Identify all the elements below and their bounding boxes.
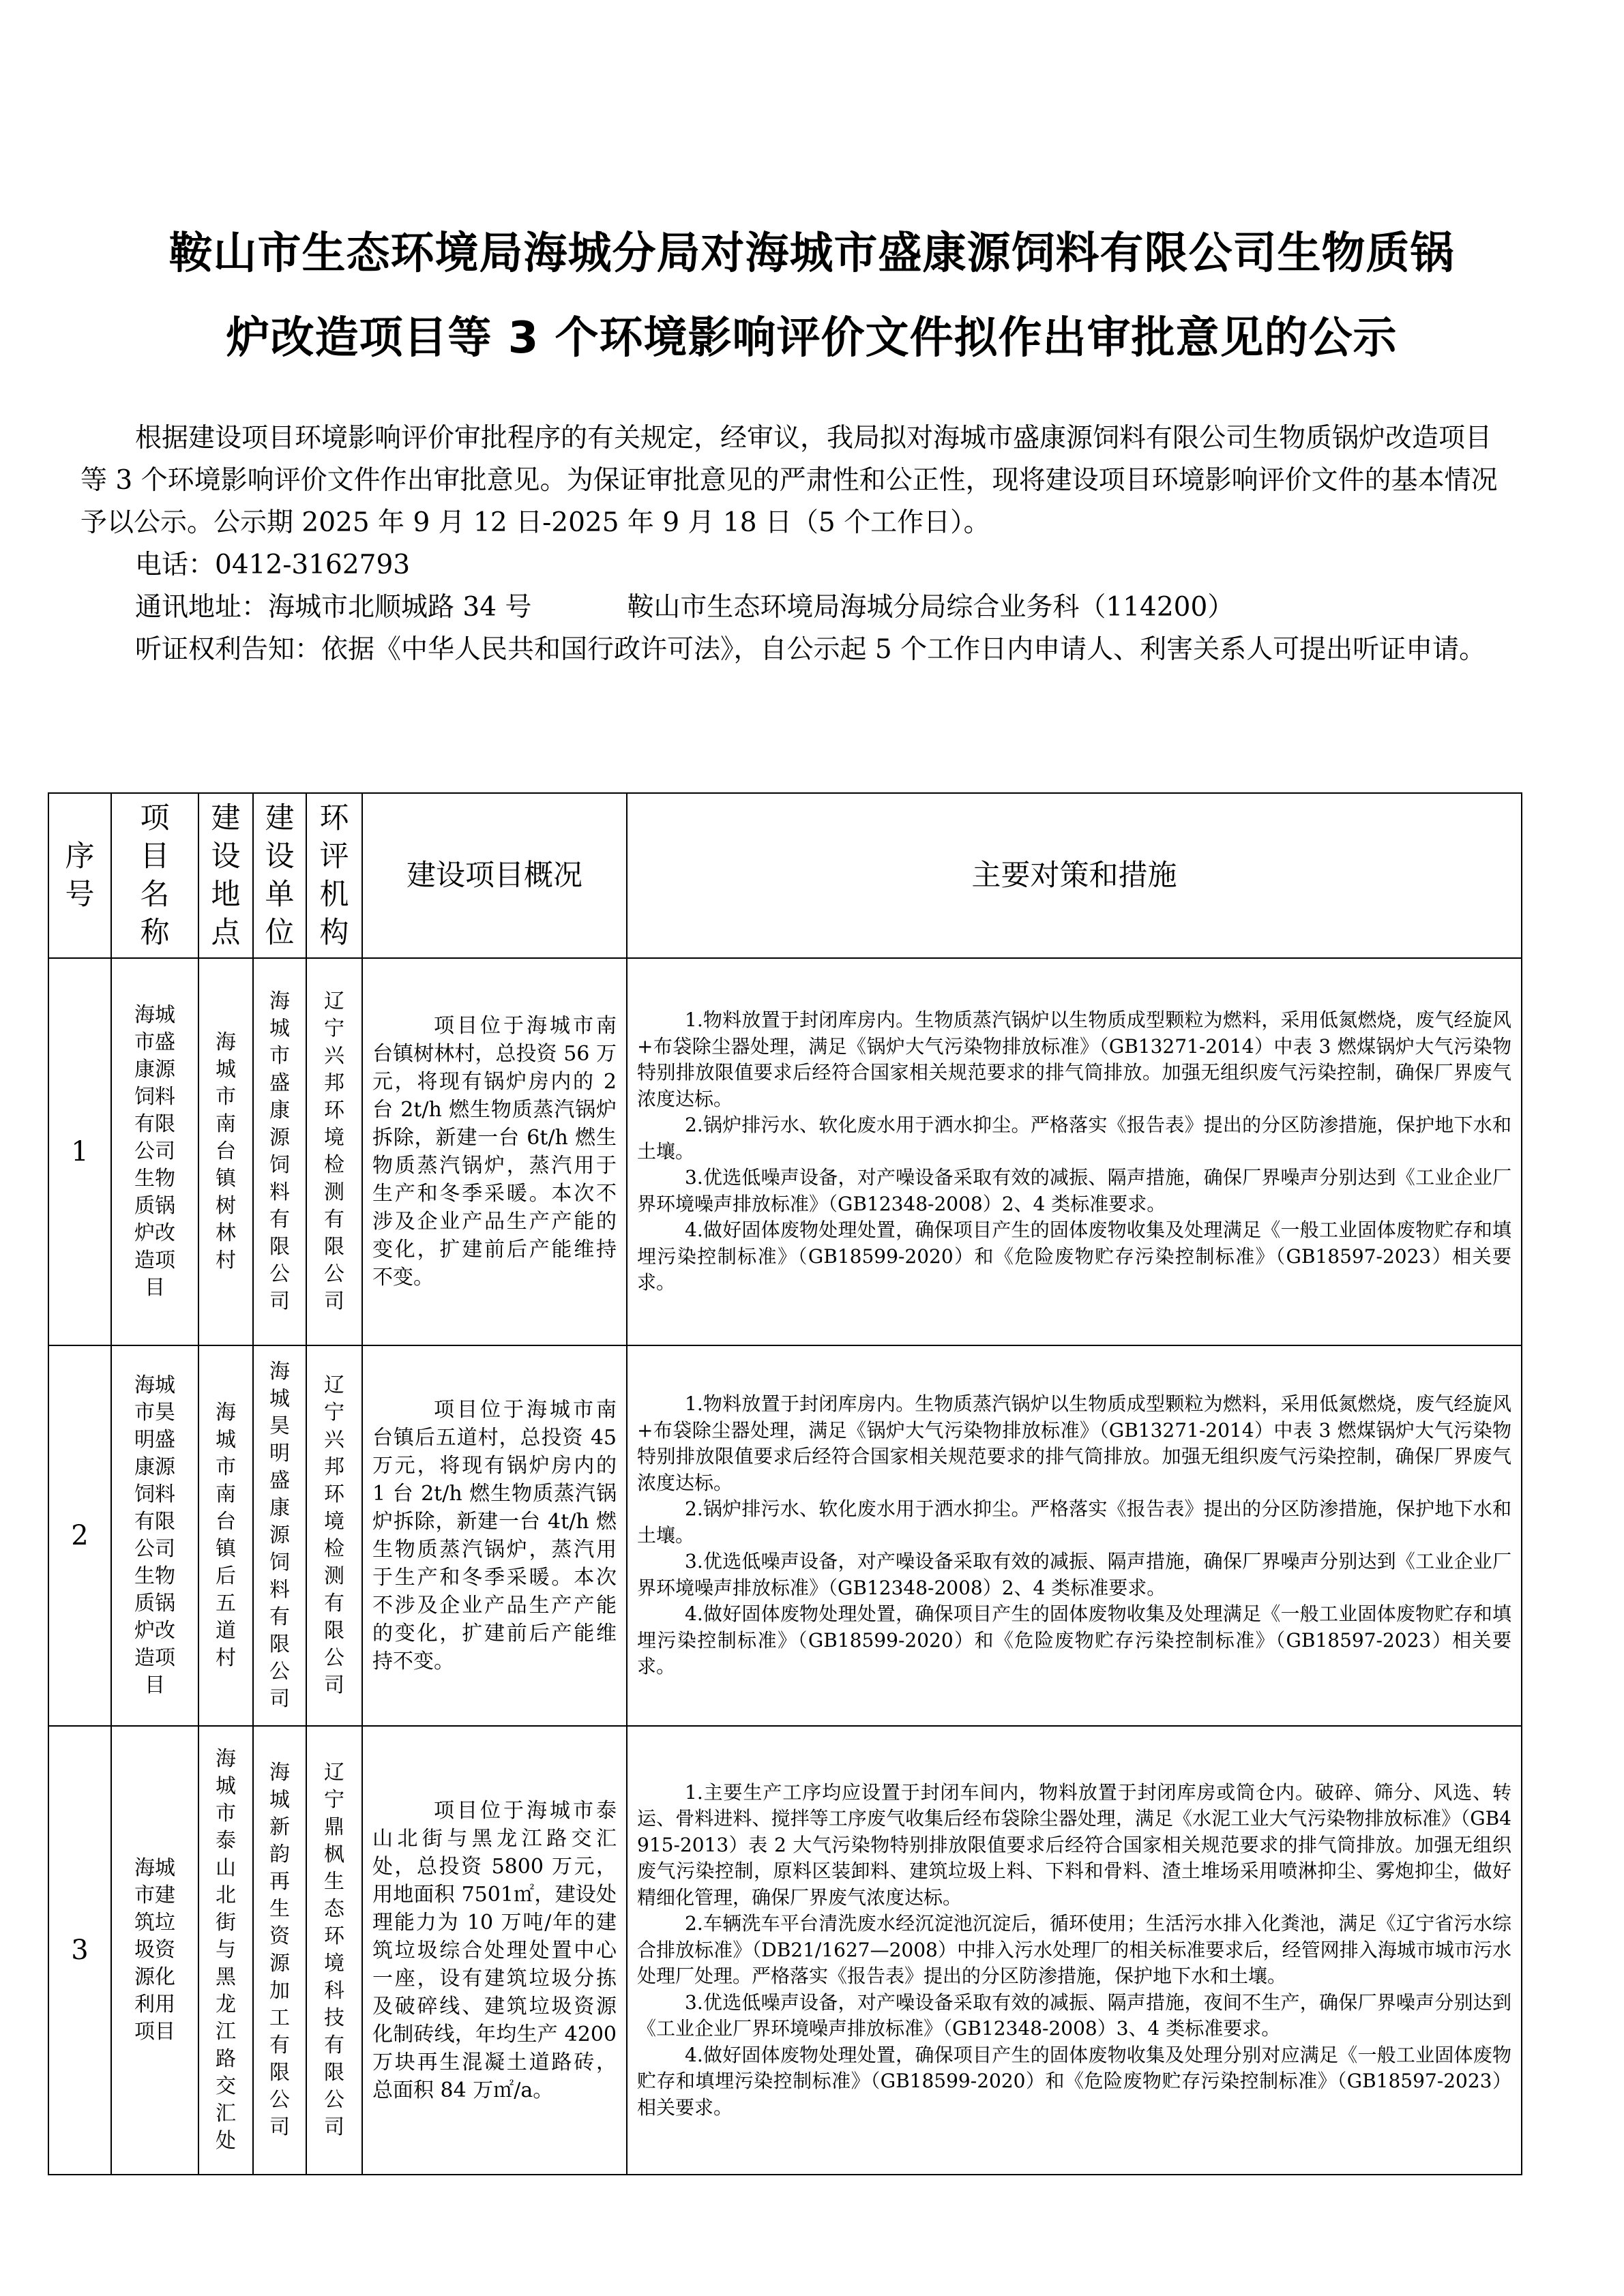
measure-item: 4.做好固体废物处理处置，确保项目产生的固体废物收集及处理满足《一般工业固体废物贮存和填埋污染控制标准》（GB18599-2020）和《危险废物贮存污染控制标准》（GB18597-2023）相关要求。 — [637, 1602, 1511, 1678]
row-location: 海城市南台镇后五道村 — [198, 1345, 253, 1726]
table-header-row — [48, 793, 1522, 958]
measure-item: 2.锅炉排污水、软化废水用于洒水抑尘。严格落实《报告表》提出的分区防渗措施，保护地下水和土壤。 — [637, 1114, 1511, 1163]
row-unit: 海城新韵再生资源加工有限公司 — [253, 1726, 306, 2175]
row-measures — [627, 958, 1522, 1345]
measure-item: 4.做好固体废物处理处置，确保项目产生的固体废物收集及处理满足《一般工业固体废物贮存和填埋污染控制标准》（GB18599-2020）和《危险废物贮存污染控制标准》（GB18597-2023）相关要求。 — [637, 1219, 1511, 1294]
row-seq: 2 — [48, 1345, 111, 1726]
row-overview: 项目位于海城市南台镇后五道村，总投资 45 万元，将现有锅炉房内的 1 台 2t/h 燃生物质蒸汽锅炉拆除，新建一台 4t/h 燃生物质蒸汽锅炉，蒸汽用于生产和冬季采暖。本次不涉及企业产品生产产能的变化，扩建前后产能维持不变。 — [362, 1345, 627, 1726]
row-seq: 1 — [48, 958, 111, 1345]
measure-item: 3.优选低噪声设备，对产噪设备采取有效的减振、隔声措施，夜间不生产，确保厂界噪声分别达到《工业企业厂界环境噪声排放标准》（GB12348-2008）3、4 类标准要求。 — [637, 1991, 1511, 2040]
measure-item: 1.物料放置于封闭库房内。生物质蒸汽锅炉以生物质成型颗粒为燃料，采用低氮燃烧，废气经旋风+布袋除尘器处理，满足《锅炉大气污染物排放标准》（GB13271-2014）中表 3 燃煤锅炉大气污染物特别排放限值要求后经符合国家相关规范要求的排气筒排放。加强无组织废气污染控制，确保厂界废气浓度达标。 — [637, 1009, 1511, 1110]
contact-address — [80, 586, 1505, 629]
header-measures: 主要对策和措施 — [627, 793, 1522, 958]
row-agency: 辽宁兴邦环境检测有限公司 — [306, 1345, 362, 1726]
measure-item: 3.优选低噪声设备，对产噪设备采取有效的减振、隔声措施，确保厂界噪声分别达到《工业企业厂界环境噪声排放标准》（GB12348-2008）2、4 类标准要求。 — [637, 1550, 1511, 1599]
header-overview: 建设项目概况 — [362, 793, 627, 958]
row-unit: 海城昊明盛康源饲料有限公司 — [253, 1345, 306, 1726]
row-project-name: 海城市盛康源饲料有限公司生物质锅炉改造项目 — [111, 958, 198, 1345]
row-project-name: 海城市昊明盛康源饲料有限公司生物质锅炉改造项目 — [111, 1345, 198, 1726]
measure-item: 2.车辆洗车平台清洗废水经沉淀池沉淀后，循环使用；生活污水排入化粪池，满足《辽宁省污水综合排放标准》（DB21/1627—2008）中排入污水处理厂的相关标准要求后，经管网排入海城市城市污水处理厂处理。严格落实《报告表》提出的分区防渗措施，保护地下水和土壤。 — [637, 1912, 1511, 1988]
header-unit: 建设单位 — [253, 793, 306, 958]
hearing-notice: 听证权利告知：依据《中华人民共和国行政许可法》，自公示起 5 个工作日内申请人、利害关系人可提出听证申请。 — [135, 634, 1486, 665]
row-overview: 项目位于海城市泰山北街与黑龙江路交汇处，总投资 5800 万元，用地面积 7501㎡，建设处理能力为 10 万吨/年的建筑垃圾综合处理处置中心一座，设有建筑垃圾分拣及破碎线、建筑垃圾资源化制砖线，年均生产 4200 万块再生混凝土道路砖，总面积 84 万㎡/a。 — [362, 1726, 627, 2175]
row-seq: 3 — [48, 1726, 111, 2175]
row-agency: 辽宁鼎枫生态环境科技有限公司 — [306, 1726, 362, 2175]
measure-item: 3.优选低噪声设备，对产噪设备采取有效的减振、隔声措施，确保厂界噪声分别达到《工业企业厂界环境噪声排放标准》（GB12348-2008）2、4 类标准要求。 — [637, 1166, 1511, 1215]
row-location: 海城市南台镇树林村 — [198, 958, 253, 1345]
title-line-1: 鞍山市生态环境局海城分局对海城市盛康源饲料有限公司生物质锅 — [168, 228, 1455, 279]
contact-phone: 电话：0412-3162793 — [135, 550, 411, 580]
row-measures — [627, 1345, 1522, 1726]
table-row — [48, 1726, 1522, 2175]
table-row — [48, 958, 1522, 1345]
row-agency: 辽宁兴邦环境检测有限公司 — [306, 958, 362, 1345]
intro-section — [80, 417, 1505, 671]
measure-item: 4.做好固体废物处理处置，确保项目产生的固体废物收集及处理分别对应满足《一般工业固体废物贮存和填埋污染控制标准》（GB18599-2020）和《危险废物贮存污染控制标准》（GB18597-2023）相关要求。 — [637, 2043, 1511, 2119]
row-unit: 海城市盛康源饲料有限公司 — [253, 958, 306, 1345]
measure-item: 1.物料放置于封闭库房内。生物质蒸汽锅炉以生物质成型颗粒为燃料，采用低氮燃烧，废气经旋风+布袋除尘器处理，满足《锅炉大气污染物排放标准》（GB13271-2014）中表 3 燃煤锅炉大气污染物特别排放限值要求后经符合国家相关规范要求的排气筒排放。加强无组织废气污染控制，确保厂界废气浓度达标。 — [637, 1392, 1511, 1494]
title-line-2: 炉改造项目等 3 个环境影响评价文件拟作出审批意见的公示 — [226, 313, 1398, 363]
row-location: 海城市泰山北街与黑龙江路交汇处 — [198, 1726, 253, 2175]
header-agency: 环评机构 — [306, 793, 362, 958]
measure-item: 1.主要生产工序均应设置于封闭车间内，物料放置于封闭库房或筒仓内。破碎、筛分、风选、转运、骨料进料、搅拌等工序废气收集后经布袋除尘器处理，满足《水泥工业大气污染物排放标准》（GB4915-2013）表 2 大气污染物特别排放限值要求后经符合国家相关规范要求的排气筒排放。加强无组织废气污染控制，原料区装卸料、建筑垃圾上料、下料和骨料、渣土堆场采用喷淋抑尘、雾炮抑尘，做好精细化管理，确保厂界废气浓度达标。 — [637, 1780, 1511, 1909]
page-title — [61, 211, 1562, 381]
row-project-name: 海城市建筑垃圾资源化利用项目 — [111, 1726, 198, 2175]
header-location: 建设地点 — [198, 793, 253, 958]
header-name: 项目名称 — [111, 793, 198, 958]
row-overview: 项目位于海城市南台镇树林村，总投资 56 万元，将现有锅炉房内的 2 台 2t/h 燃生物质蒸汽锅炉拆除，新建一台 6t/h 燃生物质蒸汽锅炉，蒸汽用于生产和冬季采暖。本次不涉及企业产品生产产能的变化，扩建前后产能维持不变。 — [362, 958, 627, 1345]
intro-paragraph: 根据建设项目环境影响评价审批程序的有关规定，经审议，我局拟对海城市盛康源饲料有限公司生物质锅炉改造项目等 3 个环境影响评价文件作出审批意见。为保证审批意见的严肃性和公正性，现将建设项目环境影响评价文件的基本情况予以公示。公示期 2025 年 9 月 12 日-2025 年 9 月 18 日（5 个工作日）。 — [80, 423, 1498, 538]
address-text: 通讯地址：海城市北顺城路 34 号 — [135, 592, 532, 623]
address-department: 鞍山市生态环境局海城分局综合业务科（114200） — [627, 592, 1235, 623]
measure-item: 2.锅炉排污水、软化废水用于洒水抑尘。严格落实《报告表》提出的分区防渗措施，保护地下水和土壤。 — [637, 1497, 1511, 1547]
projects-table — [48, 792, 1522, 2175]
row-measures — [627, 1726, 1522, 2175]
header-seq: 序号 — [48, 793, 111, 958]
table-row — [48, 1345, 1522, 1726]
